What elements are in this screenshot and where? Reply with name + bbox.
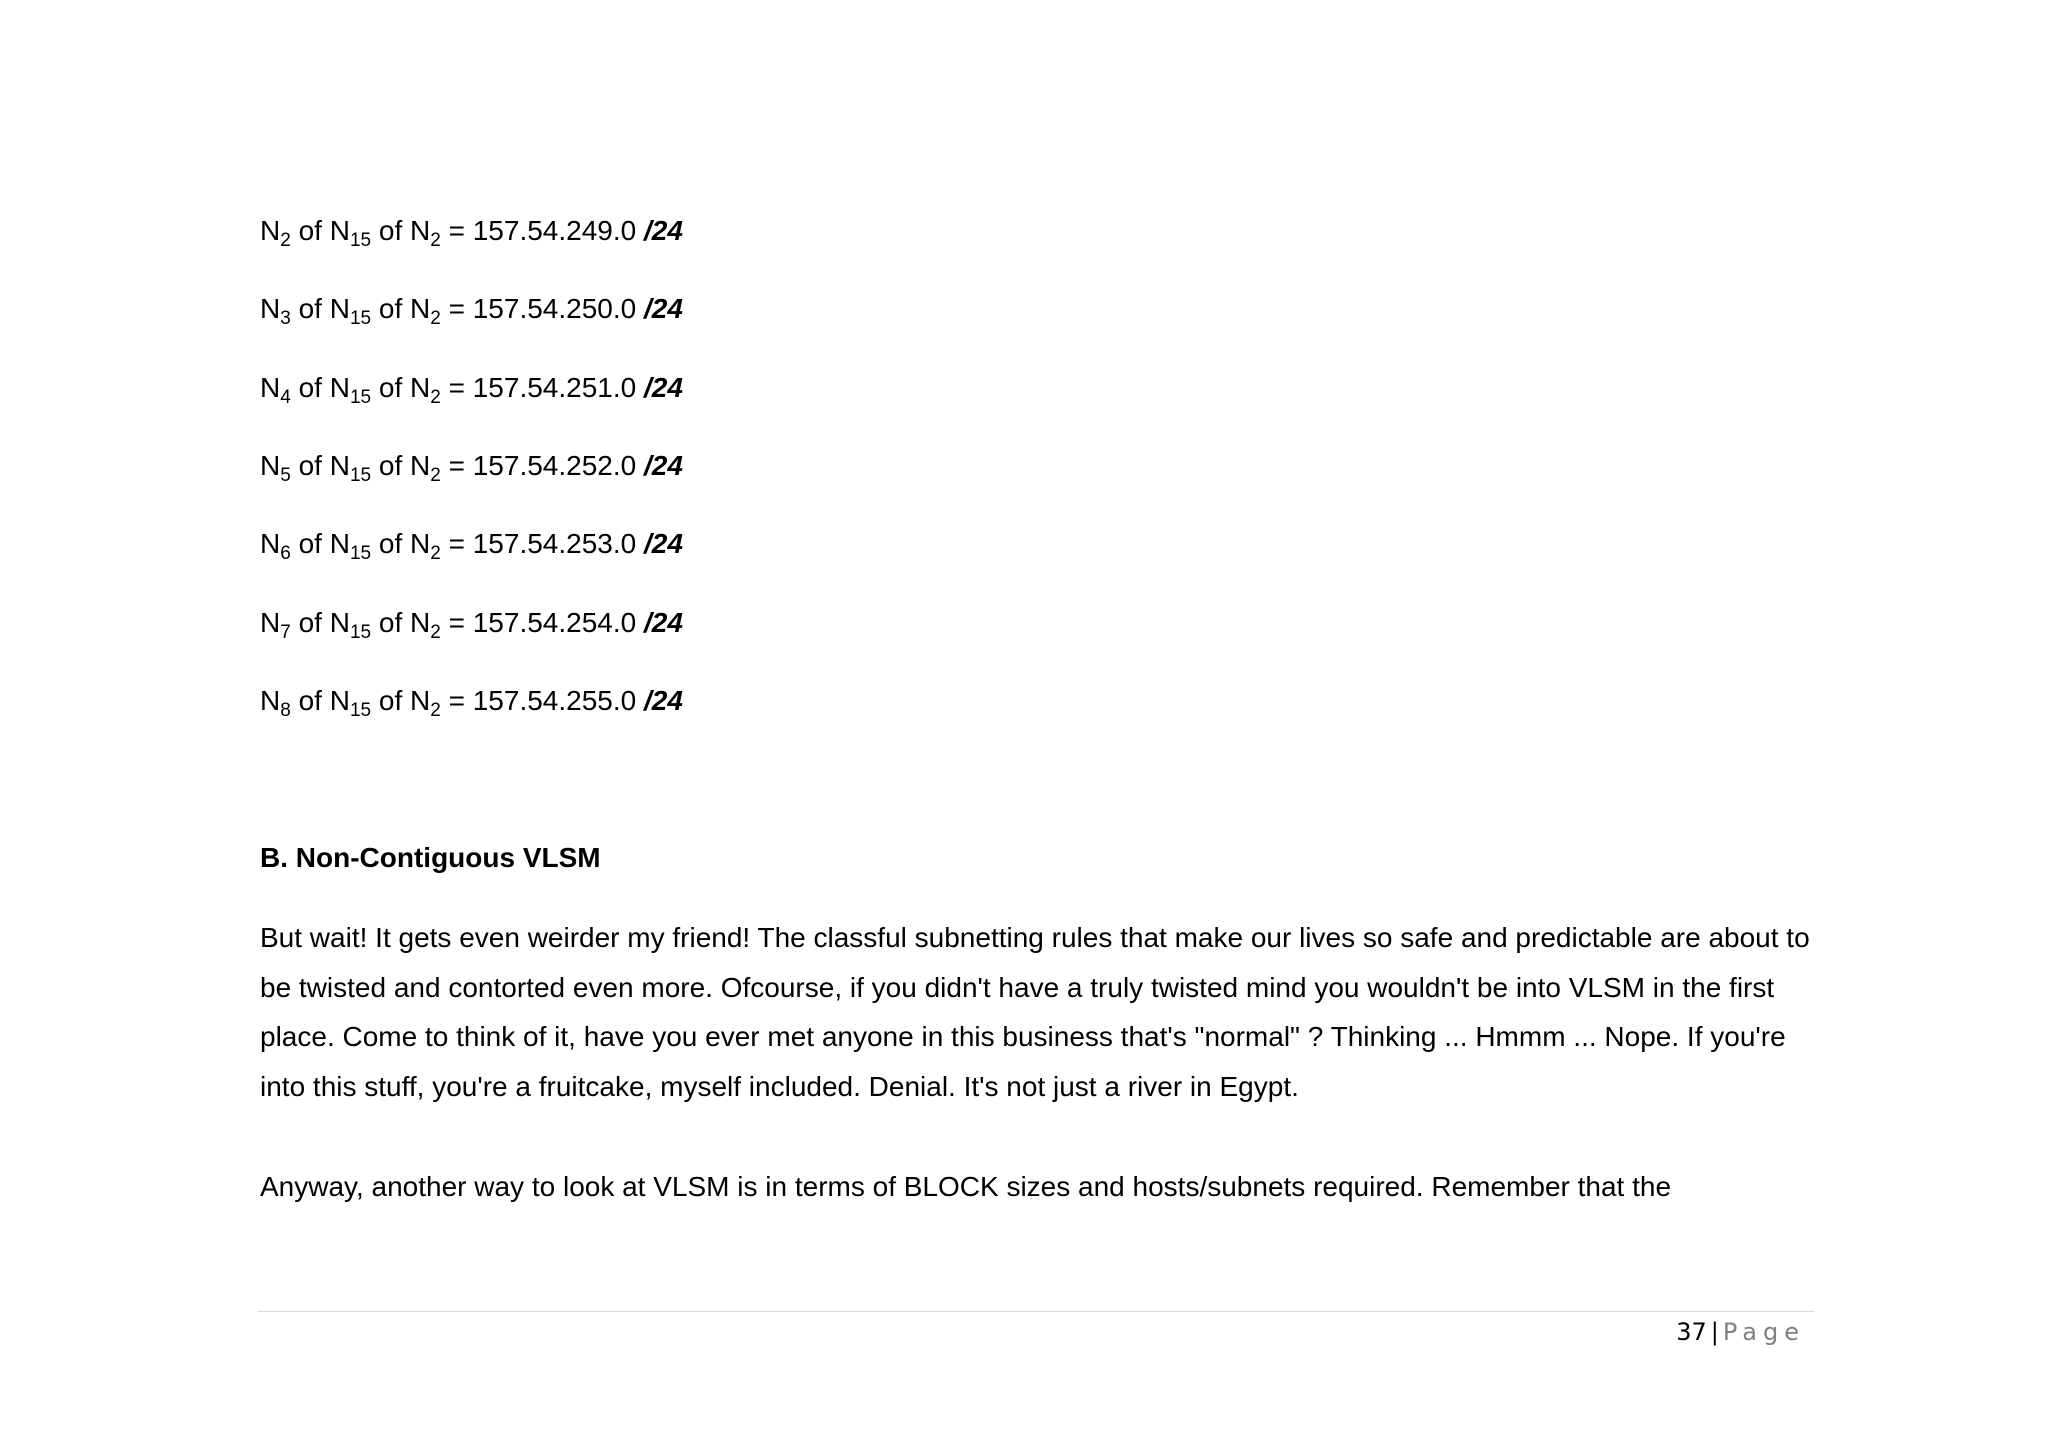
- root-subnet-index: 2: [430, 622, 441, 643]
- parent-subnet-index: 15: [349, 700, 372, 721]
- root-subnet-index: 2: [430, 308, 441, 329]
- subnet-prefix: /24: [644, 293, 683, 324]
- parent-subnet-index: 15: [349, 230, 372, 251]
- footer-divider: [258, 1311, 1814, 1312]
- subnet-address: 157.54.252.0: [472, 450, 637, 481]
- root-subnet-index: 2: [430, 387, 441, 408]
- subnet-index: 7: [280, 622, 291, 643]
- subnet-address: 157.54.250.0: [472, 293, 637, 324]
- parent-subnet-index: 15: [349, 622, 372, 643]
- subnet-line: $N_3$ of $N_{15}$ of $N_2 = 157.54.250.0$ /24: [260, 293, 683, 329]
- subnet-address: 157.54.253.0: [472, 528, 637, 559]
- root-subnet-index: 2: [430, 230, 441, 251]
- subnet-line: $N_8$ of $N_{15}$ of $N_2 = 157.54.255.0$ /24: [260, 685, 683, 721]
- subnet-prefix: /24: [644, 528, 683, 559]
- subnet-index: 3: [280, 308, 291, 329]
- subnet-prefix: /24: [644, 685, 683, 716]
- subnet-prefix: /24: [644, 450, 683, 481]
- subnet-line: $N_6$ of $N_{15}$ of $N_2 = 157.54.253.0$ /24: [260, 528, 683, 564]
- root-subnet-index: 2: [430, 465, 441, 486]
- subnet-line: $N_2$ of $N_{15}$ of $N_2 = 157.54.249.0$ /24: [260, 215, 683, 251]
- subnet-line: $N_5$ of $N_{15}$ of $N_2 = 157.54.252.0$ /24: [260, 450, 683, 486]
- subnet-line: $N_7$ of $N_{15}$ of $N_2 = 157.54.254.0$ /24: [260, 607, 683, 643]
- parent-subnet-index: 15: [349, 308, 372, 329]
- subnet-address: 157.54.251.0: [472, 372, 637, 403]
- page-label: Page: [1722, 1318, 1805, 1346]
- body-paragraph: But wait! It gets even weirder my friend! The classful subnetting rules that make our lives so safe and predictable are about to be twisted and contorted even more. Ofcourse, if you didn't have a truly twisted mind you wouldn't be into VLSM in the first place. Come to think of it, have you ever met anyone in this business that's "normal" ? Thinking ... Hmmm ... Nope. If you're into this stuff, you're a fruitcake, myself included. Denial. It's not just a river in Egypt.: [260, 922, 1810, 1102]
- parent-subnet-index: 15: [349, 387, 372, 408]
- subnet-index: 8: [280, 700, 291, 721]
- page-number: 37: [1676, 1318, 1707, 1346]
- subnet-prefix: /24: [644, 372, 683, 403]
- subnet-line: $N_4$ of $N_{15}$ of $N_2 = 157.54.251.0$ /24: [260, 372, 683, 408]
- parent-subnet-index: 15: [349, 465, 372, 486]
- parent-subnet-index: 15: [349, 543, 372, 564]
- root-subnet-index: 2: [430, 700, 441, 721]
- section-heading: B. Non-Contiguous VLSM: [260, 842, 601, 873]
- body-paragraph: Anyway, another way to look at VLSM is in terms of BLOCK sizes and hosts/subnets required. Remember that the: [260, 1171, 1672, 1202]
- subnet-address: 157.54.249.0: [472, 215, 637, 246]
- subnet-index: 5: [280, 465, 291, 486]
- subnet-prefix: /24: [644, 607, 683, 638]
- page-footer: [1676, 1317, 1805, 1347]
- subnet-index: 6: [280, 543, 291, 564]
- subnet-address: 157.54.255.0: [472, 685, 637, 716]
- root-subnet-index: 2: [430, 543, 441, 564]
- subnet-index: 2: [280, 230, 291, 251]
- subnet-address: 157.54.254.0: [472, 607, 637, 638]
- subnet-index: 4: [280, 387, 291, 408]
- footer-separator: |: [1710, 1318, 1719, 1346]
- subnet-prefix: /24: [644, 215, 683, 246]
